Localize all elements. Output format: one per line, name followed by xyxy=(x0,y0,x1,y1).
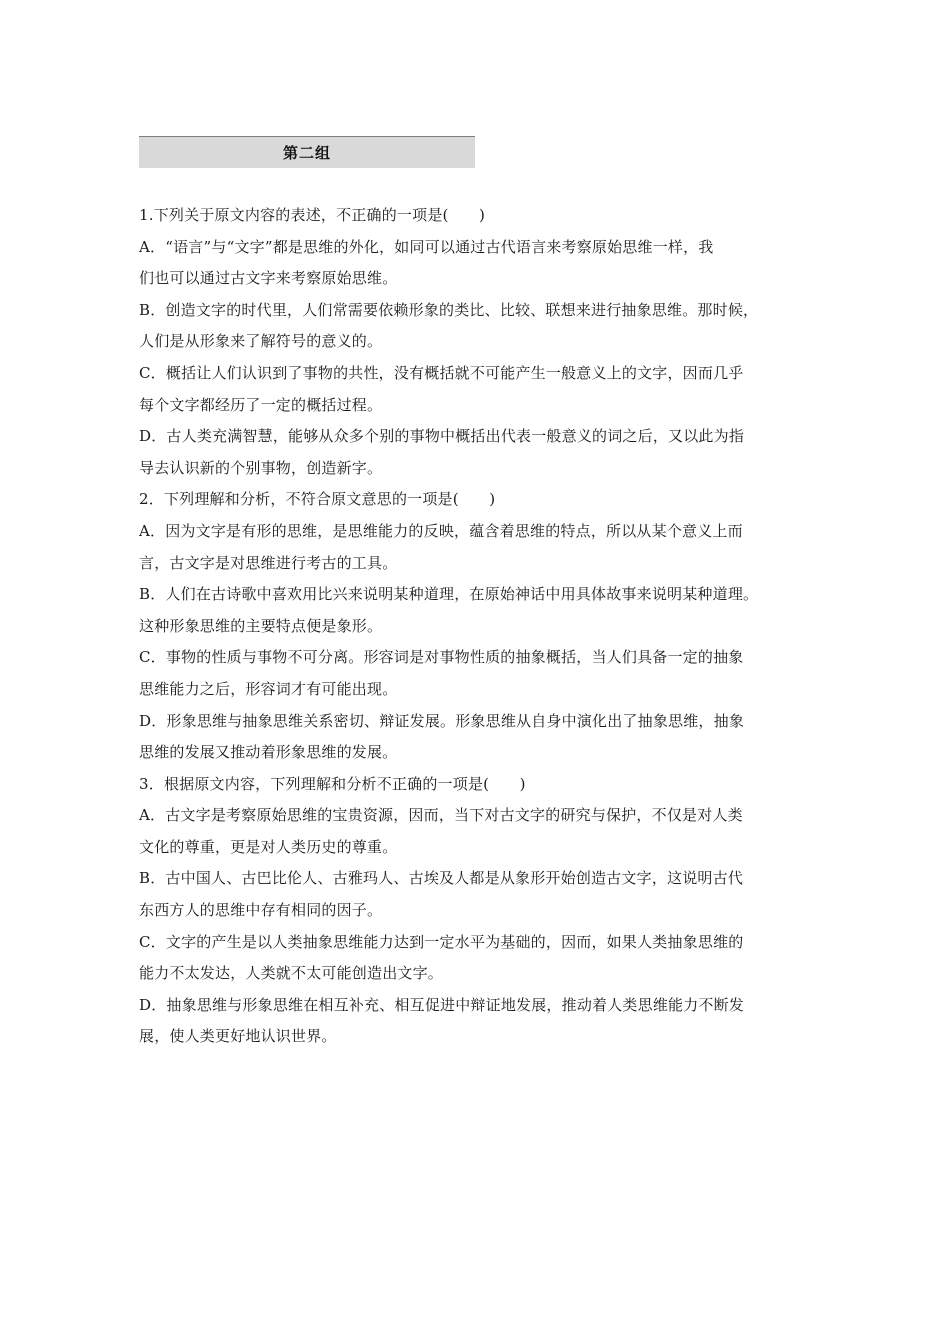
question-1-option-c xyxy=(139,358,811,421)
question-1-option-d xyxy=(139,421,811,484)
question-3-option-a xyxy=(139,800,811,863)
question-2-option-d xyxy=(139,706,811,769)
option-line: C．文字的产生是以人类抽象思维能力达到一定水平为基础的，因而，如果人类抽象思维的 xyxy=(139,932,744,951)
section-title: 第二组 xyxy=(282,144,331,162)
question-3-option-b xyxy=(139,863,811,926)
option-line: D．古人类充满智慧，能够从众多个别的事物中概括出代表一般意义的词之后，又以此为指 xyxy=(139,427,745,446)
option-line: D．形象思维与抽象思维关系密切、辩证发展。形象思维从自身中演化出了抽象思维，抽象 xyxy=(139,711,745,730)
question-2-option-c xyxy=(139,642,811,705)
question-1-option-b xyxy=(139,295,811,358)
option-line: C．概括让人们认识到了事物的共性，没有概括就不可能产生一般意义上的文字，因而几乎 xyxy=(139,363,744,382)
question-3-option-c xyxy=(139,927,811,990)
option-line: A．“语言”与“文字”都是思维的外化，如同可以通过古代语言来考察原始思维一样，我 xyxy=(139,237,714,256)
option-line: D．抽象思维与形象思维在相互补充、相互促进中辩证地发展，推动着人类思维能力不断发 xyxy=(139,995,745,1014)
question-3-stem: 3．根据原文内容，下列理解和分析不正确的一项是( ) xyxy=(139,774,526,793)
option-line: 导去认识新的个别事物，创造新字。 xyxy=(139,458,383,477)
question-2-option-b xyxy=(139,579,811,642)
question-1-stem: 1.下列关于原文内容的表述，不正确的一项是( ) xyxy=(139,206,486,224)
option-line: 文化的尊重，更是对人类历史的尊重。 xyxy=(139,837,398,856)
option-line: A．因为文字是有形的思维，是思维能力的反映，蕴含着思维的特点，所以从某个意义上而 xyxy=(139,521,743,540)
option-line: 东西方人的思维中存有相同的因子。 xyxy=(139,901,383,920)
option-line: C．事物的性质与事物不可分离。形容词是对事物性质的抽象概括，当人们具备一定的抽象 xyxy=(139,648,744,667)
option-line: B．创造文字的时代里，人们常需要依赖形象的类比、比较、联想来进行抽象思维。那时候， xyxy=(139,300,759,319)
option-line: 们也可以通过古文字来考察原始思维。 xyxy=(139,269,398,288)
question-2-option-a xyxy=(139,516,811,579)
question-2-stem: 2．下列理解和分析，不符合原文意思的一项是( ) xyxy=(139,490,496,509)
option-line: A．古文字是考察原始思维的宝贵资源，因而，当下对古文字的研究与保护，不仅是对人类 xyxy=(139,806,743,825)
question-list xyxy=(139,200,811,1053)
option-line: 这种形象思维的主要特点便是象形。 xyxy=(139,616,383,635)
question-3-option-d xyxy=(139,990,811,1053)
option-line: 展，使人类更好地认识世界。 xyxy=(139,1027,337,1046)
option-line: 人们是从形象来了解符号的意义的。 xyxy=(139,332,383,351)
option-line: 能力不太发达，人类就不太可能创造出文字。 xyxy=(139,964,444,983)
option-line: B．人们在古诗歌中喜欢用比兴来说明某种道理，在原始神话中用具体故事来说明某种道理。 xyxy=(139,585,759,604)
question-1-option-a xyxy=(139,232,811,295)
option-line: 思维的发展又推动着形象思维的发展。 xyxy=(139,743,398,762)
option-line: B．古中国人、古巴比伦人、古雅玛人、古埃及人都是从象形开始创造古文字，这说明古代 xyxy=(139,869,744,888)
option-line: 每个文字都经历了一定的概括过程。 xyxy=(139,395,383,414)
section-header xyxy=(139,136,475,168)
option-line: 思维能力之后，形容词才有可能出现。 xyxy=(139,679,398,698)
option-line: 言，古文字是对思维进行考古的工具。 xyxy=(139,553,398,572)
